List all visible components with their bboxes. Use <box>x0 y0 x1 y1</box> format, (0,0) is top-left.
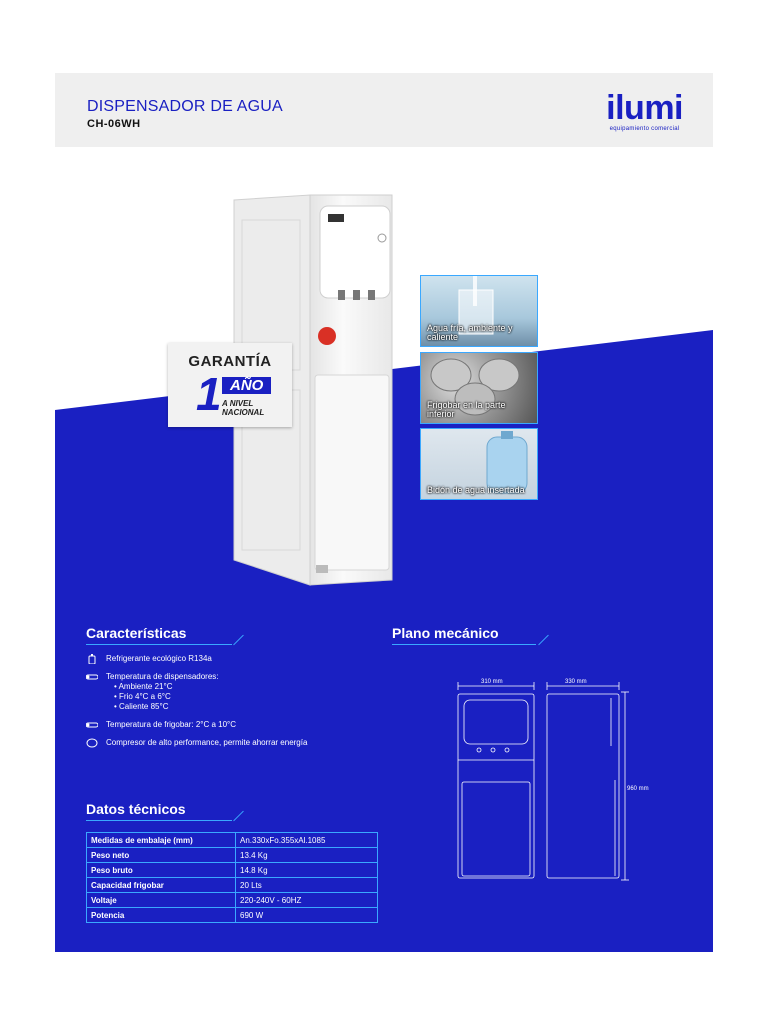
feature-label: Bidón de agua insertada <box>427 485 525 495</box>
spec-key: Capacidad frigobar <box>87 878 236 893</box>
warranty-scope <box>222 399 264 417</box>
feature-text: Temperatura de frigobar: 2°C a 10°C <box>106 720 237 729</box>
dim-side-width: 330 mm <box>565 679 587 685</box>
spec-value: 220-240V - 60HZ <box>236 893 378 908</box>
warranty-badge <box>168 343 292 427</box>
product-title: DISPENSADOR DE AGUA <box>87 98 283 115</box>
spec-key: Peso neto <box>87 848 236 863</box>
feature-text: Temperatura de dispensadores: <box>106 672 219 681</box>
spec-value: 14.8 Kg <box>236 863 378 878</box>
list-item <box>86 654 386 664</box>
spec-value: 13.4 Kg <box>236 848 378 863</box>
feature-text: Refrigerante ecológico R134a <box>106 654 212 663</box>
warranty-line1: A NIVEL <box>222 399 254 408</box>
plano-heading: Plano mecánico <box>392 625 499 641</box>
list-item <box>86 738 386 748</box>
mechanical-drawing <box>455 676 665 896</box>
list-item <box>86 672 386 712</box>
feature-image-water <box>420 275 538 347</box>
specs-table <box>86 832 378 923</box>
table-row <box>87 878 378 893</box>
feature-image-frigobar <box>420 352 538 424</box>
spec-key: Peso bruto <box>87 863 236 878</box>
features-list <box>86 654 386 756</box>
list-item <box>86 720 386 730</box>
warranty-title: GARANTÍA <box>188 353 272 370</box>
table-row <box>87 848 378 863</box>
feature-text: Compresor de alto performance, permite ahorrar energía <box>106 738 308 747</box>
feature-sub-item: • Frio 4°C a 6°C <box>114 692 171 701</box>
dim-height: 960 mm <box>627 786 649 792</box>
heading-underline <box>86 820 232 821</box>
spec-value: 690 W <box>236 908 378 923</box>
feature-sub-item: • Ambiente 21°C <box>114 682 173 691</box>
datos-heading: Datos técnicos <box>86 801 186 817</box>
dim-front-width: 310 mm <box>481 679 503 685</box>
table-row <box>87 908 378 923</box>
feature-image-bidon <box>420 428 538 500</box>
header-bar <box>55 73 713 147</box>
warranty-number: 1 <box>196 368 222 420</box>
thermometer-icon <box>86 720 98 730</box>
brand-logo <box>606 91 683 132</box>
feature-sub-item: • Caliente 85°C <box>114 702 169 711</box>
product-model: CH-06WH <box>87 118 141 130</box>
logo-text: ilumi <box>606 89 683 127</box>
table-row <box>87 833 378 848</box>
refrigerant-icon <box>86 654 98 664</box>
feature-label: Frigobar en la parte inferior <box>427 400 506 419</box>
spec-key: Potencia <box>87 908 236 923</box>
spec-key: Medidas de embalaje (mm) <box>87 833 236 848</box>
table-row <box>87 863 378 878</box>
thermometer-icon <box>86 672 98 682</box>
caracteristicas-heading: Características <box>86 625 187 641</box>
logo-subtitle: equipamiento comercial <box>609 126 680 132</box>
spec-key: Voltaje <box>87 893 236 908</box>
feature-label: Agua fría, ambiente y caliente <box>427 323 513 342</box>
heading-underline <box>392 644 536 645</box>
heading-underline <box>86 644 232 645</box>
spec-value: An.330xFo.355xAl.1085 <box>236 833 378 848</box>
warranty-unit: AÑO <box>222 377 271 394</box>
table-row <box>87 893 378 908</box>
spec-value: 20 Lts <box>236 878 378 893</box>
warranty-line2: NACIONAL <box>222 408 265 417</box>
compressor-icon <box>86 738 98 748</box>
